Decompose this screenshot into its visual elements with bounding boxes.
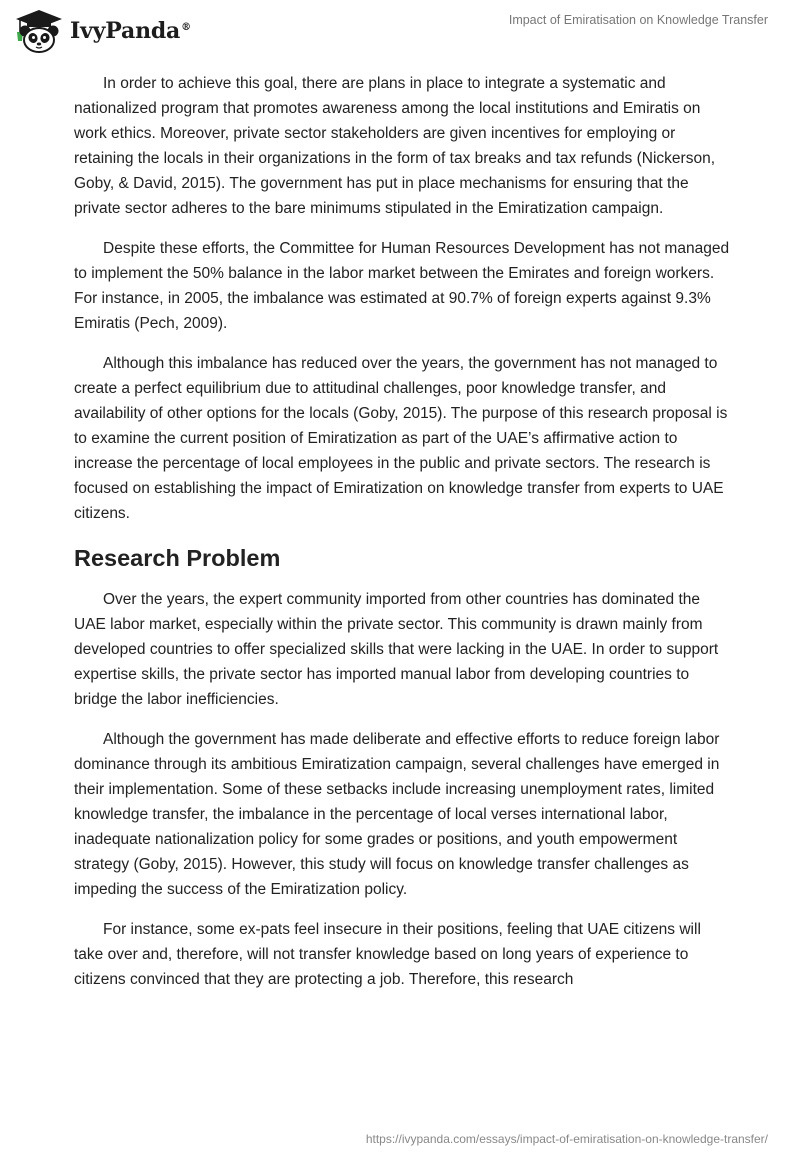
paragraph: Over the years, the expert community imported from other countries has dominated the UAE labor market, especially within the private sector. This community is drawn mainly from developed countries to offer specialized skills that were lacking in the UAE. In order to support expertise skills, the private sector has imported manual labor from developing countries to bridge the labor inefficiencies. [74, 591, 719, 708]
logo[interactable] [14, 8, 191, 54]
brand-name-text: IvyPanda [70, 18, 181, 44]
panda-graduate-icon [14, 8, 64, 54]
brand-name [70, 18, 191, 44]
paragraph: In order to achieve this goal, there are plans in place to integrate a systematic and nationalized program that promotes awareness among the local institutions and Emiratis on work ethics. Moreover, private sector stakeholders are given incentives for employing or retaining the locals in their organizations in the form of tax breaks and tax refunds (Nickerson, Goby, & David, 2015). The government has put in place mechanisms for ensuring that the private sector adheres to the bare minimums stipulated in the Emiratization campaign. [74, 75, 715, 217]
essay-body [74, 71, 730, 1007]
page-header [0, 0, 800, 70]
document-title: Impact of Emiratisation on Knowledge Transfer [508, 13, 768, 27]
paragraph: Although this imbalance has reduced over the years, the government has not managed to create a perfect equilibrium due to attitudinal challenges, poor knowledge transfer, and availability of other options for the locals (Goby, 2015). The purpose of this research proposal is to examine the current position of Emiratization as part of the UAE’s affirmative action to increase the percentage of local employees in the public and private sectors. The research is focused on establishing the impact of Emiratization on knowledge transfer from experts to UAE citizens. [74, 355, 728, 522]
source-url[interactable]: https://ivypanda.com/essays/impact-of-emiratisation-on-knowledge-transfer/ [365, 1132, 768, 1146]
section-heading: Research Problem [74, 545, 281, 571]
paragraph: Although the government has made deliberate and effective efforts to reduce foreign labor dominance through its ambitious Emiratization campaign, several challenges have emerged in their implementation. Some of these setbacks include increasing unemployment rates, limited knowledge transfer, the imbalance in the percentage of local verses international labor, inadequate nationalization policy for some grades or positions, and youth empowerment strategy (Goby, 2015). However, this study will focus on knowledge transfer challenges as impeding the success of the Emiratization policy. [74, 731, 720, 898]
paragraph: For instance, some ex-pats feel insecure in their positions, feeling that UAE citizens will take over and, therefore, will not transfer knowledge based on long years of experience to citizens convinced that they are protecting a job. Therefore, this research [74, 921, 701, 988]
paragraph: Despite these efforts, the Committee for Human Resources Development has not managed to implement the 50% balance in the labor market between the Emirates and foreign workers. For instance, in 2005, the imbalance was estimated at 90.7% of foreign experts against 9.3% Emiratis (Pech, 2009). [74, 240, 730, 332]
registered-mark: ® [181, 21, 191, 33]
